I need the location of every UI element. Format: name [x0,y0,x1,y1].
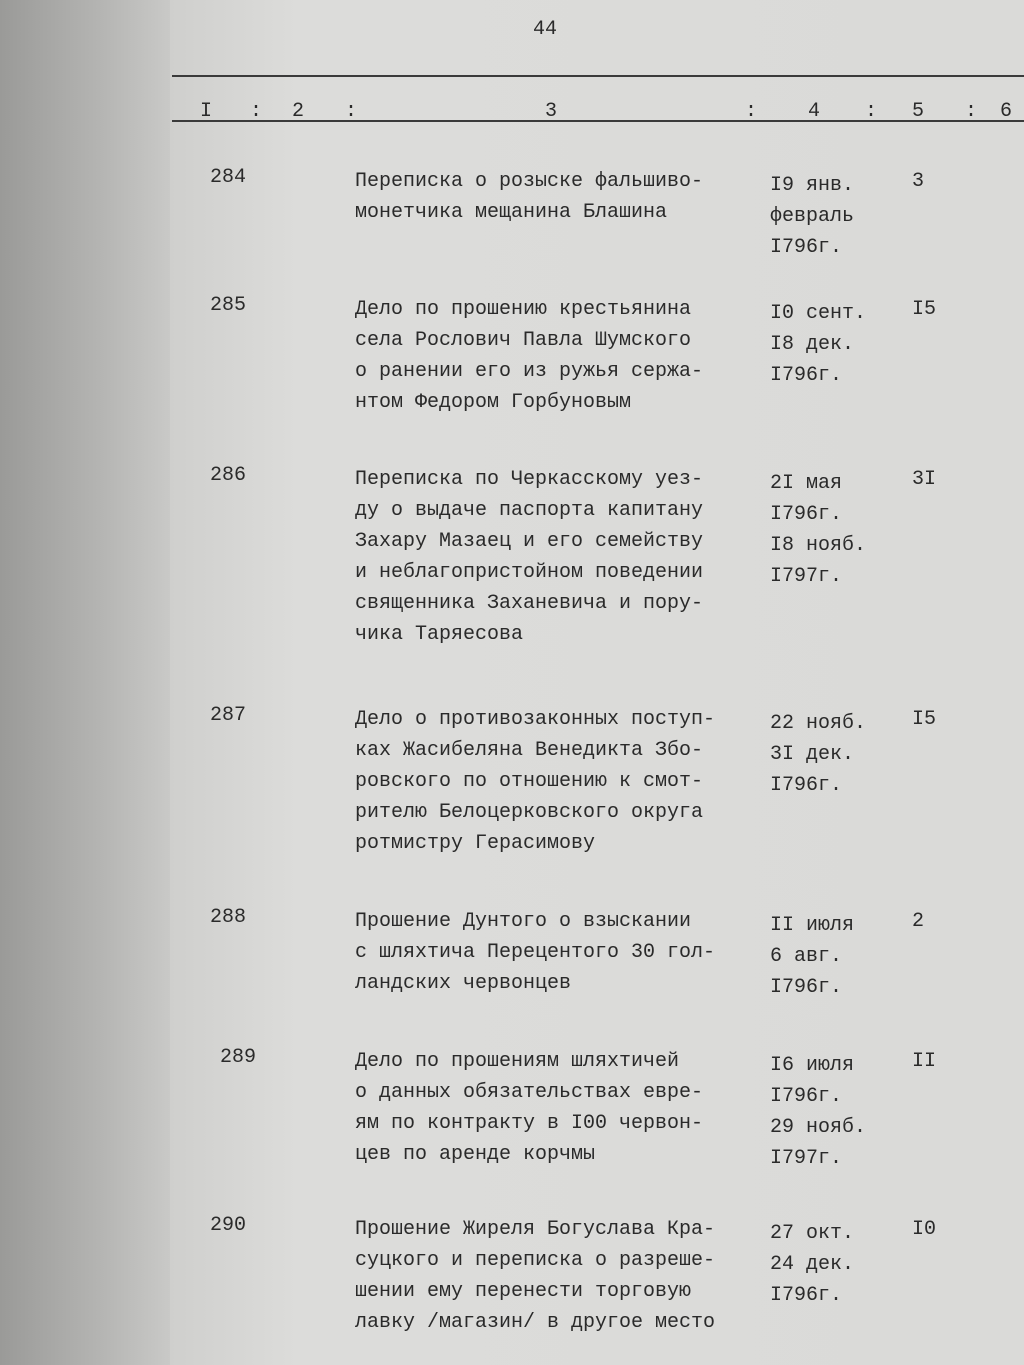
date-line: I796г. [770,364,843,387]
date-line: 6 авг. [770,945,843,968]
row-description [355,294,703,418]
description-line: ротмистру Герасимову [355,832,596,855]
row-number: 288 [210,906,247,929]
row-number: 286 [210,464,247,487]
description-line: Переписка о розыске фальшиво- [355,170,704,193]
date-line: 22 нояб. [770,712,867,735]
date-line: I8 нояб. [770,534,867,557]
date-line: 27 окт. [770,1222,855,1245]
description-line: ду о выдаче паспорта капитану [355,499,704,522]
row-sheet-count: I5 [912,298,937,321]
description-line: суцкого и переписка о разреше- [355,1249,716,1272]
description-line: ках Жасибеляна Венедикта Збо- [355,739,704,762]
date-line: I797г. [770,565,843,588]
date-line: I0 сент. [770,302,867,325]
col-header-5: 5 [912,100,925,123]
description-line: о ранении его из ружья сержа- [355,360,704,383]
col-sep: : [745,100,758,123]
description-line: села Рослович Павла Шумского [355,329,692,352]
date-line: I796г. [770,236,843,259]
row-description [355,464,703,650]
description-line: и неблагопристойном поведении [355,561,704,584]
col-sep: : [250,100,263,123]
col-sep: : [345,100,358,123]
row-sheet-count: 3 [912,170,925,193]
description-line: монетчика мещанина Блашина [355,201,668,224]
col-header-6: 6 [1000,100,1013,123]
row-number: 287 [210,704,247,727]
date-line: I6 июля [770,1054,855,1077]
page-number: 44 [533,18,558,41]
description-line: чика Таряесова [355,623,524,646]
row-description [355,1046,703,1170]
row-sheet-count: I5 [912,708,937,731]
date-line: 2I мая [770,472,843,495]
row-number: 290 [210,1214,247,1237]
description-line: Прошение Дунтого о взыскании [355,910,692,933]
date-line: I796г. [770,1284,843,1307]
header-top-rule [172,75,1024,77]
description-line: Дело по прошениям шляхтичей [355,1050,680,1073]
row-dates [770,910,854,1003]
description-line: Захару Мазаец и его семейству [355,530,704,553]
description-line: священника Заханевича и пору- [355,592,704,615]
date-line: 24 дек. [770,1253,855,1276]
row-sheet-count: 2 [912,910,925,933]
description-line: цев по аренде корчмы [355,1143,596,1166]
row-description [355,704,715,859]
row-description [355,1214,715,1338]
description-line: Переписка по Черкасскому уез- [355,468,704,491]
description-line: рителю Белоцерковского округа [355,801,704,824]
date-line: I796г. [770,774,843,797]
row-description [355,906,715,999]
description-line: Прошение Жиреля Богуслава Кра- [355,1218,716,1241]
description-line: Дело о противозаконных поступ- [355,708,716,731]
row-sheet-count: II [912,1050,937,1073]
description-line: нтом Федором Горбуновым [355,391,632,414]
row-number: 289 [220,1046,257,1069]
col-header-3: 3 [545,100,558,123]
description-line: ландских червонцев [355,972,572,995]
date-line: I797г. [770,1147,843,1170]
date-line: февраль [770,205,855,228]
description-line: Дело по прошению крестьянина [355,298,692,321]
left-page-margin [0,0,170,1365]
date-line: 29 нояб. [770,1116,867,1139]
row-sheet-count: I0 [912,1218,937,1241]
col-header-2: 2 [292,100,305,123]
row-description [355,166,703,228]
row-dates [770,170,854,263]
date-line: 3I дек. [770,743,855,766]
row-dates [770,468,866,592]
row-number: 284 [210,166,247,189]
date-line: II июля [770,914,855,937]
col-header-1: I [200,100,213,123]
description-line: шении ему перенести торговую [355,1280,692,1303]
date-line: I796г. [770,503,843,526]
row-dates [770,708,866,801]
col-sep: : [865,100,878,123]
col-sep: : [965,100,978,123]
row-dates [770,1050,866,1174]
description-line: лавку /магазин/ в другое место [355,1311,716,1334]
date-line: I9 янв. [770,174,855,197]
row-dates [770,298,866,391]
description-line: ям по контракту в I00 червон- [355,1112,704,1135]
row-dates [770,1218,854,1311]
date-line: I796г. [770,976,843,999]
description-line: ровского по отношению к смот- [355,770,704,793]
row-sheet-count: 3I [912,468,937,491]
description-line: с шляхтича Перецентого 30 гол- [355,941,716,964]
col-header-4: 4 [808,100,821,123]
row-number: 285 [210,294,247,317]
date-line: I796г. [770,1085,843,1108]
description-line: о данных обязательствах евре- [355,1081,704,1104]
date-line: I8 дек. [770,333,855,356]
